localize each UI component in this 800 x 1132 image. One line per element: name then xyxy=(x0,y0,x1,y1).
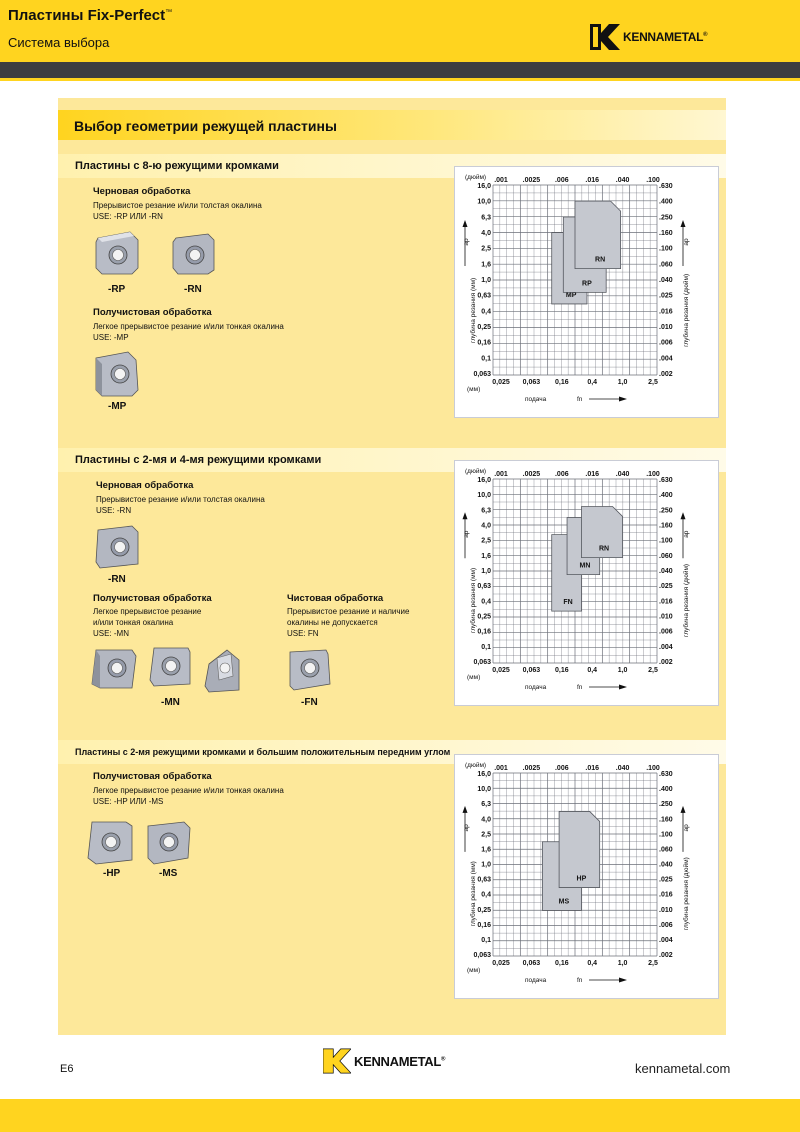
tick-label-top: .100 xyxy=(646,471,660,478)
tick-label-right: .016 xyxy=(659,598,673,606)
insert-label: -MS xyxy=(159,868,178,879)
tick-label-right: .006 xyxy=(659,921,673,929)
region-label: FN xyxy=(563,599,573,607)
unit-label-top: (дюйм) xyxy=(465,174,487,181)
tick-label-top: .040 xyxy=(615,765,630,772)
tick-label-top: .001 xyxy=(494,177,508,184)
group-desc-line: Прерывистое резание и наличие xyxy=(287,607,410,616)
tick-label-right: .004 xyxy=(659,936,673,944)
insert-ms-image xyxy=(144,818,194,868)
group-heading: Получистовая обработка xyxy=(93,593,212,604)
arrow-up-icon xyxy=(463,806,468,813)
group-desc-line: Легкое прерывистое резание и/или тонкая окалина xyxy=(93,322,284,331)
group-use-line: USE: -RP ИЛИ -RN xyxy=(93,212,163,221)
tick-label-left: 16,0 xyxy=(477,477,491,484)
tick-label-top: .006 xyxy=(554,177,569,184)
tick-label-right: .004 xyxy=(659,643,673,651)
tick-label-left: 1,0 xyxy=(481,568,491,575)
ap-label-left: ap xyxy=(463,824,470,832)
section-2-edges-positive xyxy=(58,740,726,1030)
tick-label-right: .400 xyxy=(659,198,673,206)
insert-label: -RP xyxy=(108,284,126,295)
tick-label-right: .025 xyxy=(659,876,673,884)
feed-depth-chart-3 xyxy=(455,755,720,1000)
tick-label-right: .160 xyxy=(659,816,673,824)
tick-label-left: 2,5 xyxy=(481,245,491,253)
chart-box-3 xyxy=(454,754,719,999)
y-axis-label-left: глубина резания (мм) xyxy=(470,277,477,344)
feed-depth-chart-1 xyxy=(455,167,720,419)
chart-box-2 xyxy=(454,460,719,706)
group-heading: Получистовая обработка xyxy=(93,771,212,782)
tick-label-top: .016 xyxy=(585,765,600,772)
tick-label-left: 0,063 xyxy=(473,659,491,666)
tick-label-right: .040 xyxy=(659,861,673,869)
region-label: MP xyxy=(565,291,577,299)
group-desc-line: Прерывистое резание и/или толстая окалина xyxy=(96,495,265,504)
arrow-right-icon xyxy=(619,397,627,402)
group-desc-line: и/или тонкая окалина xyxy=(93,618,174,627)
insert-mn-image xyxy=(90,644,140,694)
tick-label-left: 4,0 xyxy=(481,230,491,237)
tick-label-top: .100 xyxy=(646,765,660,772)
y-axis-label-left: глубина резания (мм) xyxy=(470,861,477,927)
tick-label-right: .040 xyxy=(659,277,673,284)
tick-label-right: .250 xyxy=(659,214,673,222)
group-desc-line: Легкое прерывистое резание xyxy=(93,607,202,616)
tick-label-left: 0,16 xyxy=(477,628,491,636)
tick-label-top: .0025 xyxy=(522,471,541,478)
tick-label-right: .060 xyxy=(659,846,673,854)
insert-rp-image xyxy=(92,228,142,278)
tick-label-bottom: 0,063 xyxy=(522,379,541,386)
ap-label-right: ap xyxy=(683,530,690,538)
website-link[interactable]: kennametal.com xyxy=(635,1061,731,1076)
insert-label: -RN xyxy=(184,284,202,295)
arrow-right-icon xyxy=(619,978,627,983)
tick-label-left: 0,4 xyxy=(481,891,491,899)
tick-label-bottom: 0,4 xyxy=(587,960,598,967)
tick-label-left: 10,0 xyxy=(477,198,491,206)
tick-label-left: 0,16 xyxy=(477,921,491,929)
arrow-up-icon xyxy=(463,220,468,227)
tick-label-left: 0,1 xyxy=(481,355,491,363)
tick-label-bottom: 0,16 xyxy=(554,667,569,674)
tick-label-right: .400 xyxy=(659,492,673,500)
tick-label-left: 1,0 xyxy=(481,277,491,284)
tick-label-right: .004 xyxy=(659,355,673,363)
arrow-right-icon xyxy=(619,685,627,690)
tick-label-right: .016 xyxy=(659,308,673,316)
arrow-up-icon xyxy=(681,512,686,519)
tick-label-right: .250 xyxy=(659,801,673,809)
section-title: Пластины с 8-ю режущими кромками xyxy=(75,160,279,172)
x-axis-label: подача xyxy=(525,396,547,403)
ap-label-right: ap xyxy=(683,238,690,246)
footer-bar xyxy=(0,1099,800,1132)
insert-label: -MP xyxy=(108,401,127,412)
tick-label-bottom: 1,0 xyxy=(617,379,628,386)
insert-label: -RN xyxy=(108,574,126,585)
arrow-up-icon xyxy=(681,220,686,227)
page-subtitle: Система выбора xyxy=(8,35,110,50)
group-desc-line: Легкое прерывистое резание и/или тонкая окалина xyxy=(93,786,284,795)
fn-label: fn xyxy=(577,396,583,403)
chart-box-1 xyxy=(454,166,719,418)
insert-mn-top-image xyxy=(148,644,194,690)
region-label: RP xyxy=(582,280,592,288)
tick-label-bottom: 0,063 xyxy=(522,667,541,674)
tick-label-bottom: 0,16 xyxy=(554,379,569,386)
group-desc-line: окалины не допускается xyxy=(287,618,378,627)
arrow-up-icon xyxy=(463,512,468,519)
arrow-up-icon xyxy=(681,806,686,813)
group-use-line: USE: -MP xyxy=(93,333,129,342)
tick-label-right: .160 xyxy=(659,522,673,530)
panel-title: Выбор геометрии режущей пластины xyxy=(74,118,337,134)
tick-label-bottom: 2,5 xyxy=(648,379,658,386)
section-2-4-edges xyxy=(58,448,726,738)
tick-label-bottom: 0,4 xyxy=(587,379,598,386)
region-label: HP xyxy=(576,875,587,883)
tick-label-right: .016 xyxy=(659,891,673,899)
tick-label-right: .630 xyxy=(659,183,673,190)
tick-label-right: .060 xyxy=(659,261,673,269)
insert-label: -HP xyxy=(103,868,121,879)
selection-panel xyxy=(58,98,726,1035)
unit-label-bottom: (мм) xyxy=(467,386,481,393)
k-logo-icon xyxy=(323,1048,351,1074)
tick-label-top: .040 xyxy=(615,177,630,184)
region-label: MN xyxy=(579,562,591,570)
x-axis-label: подача xyxy=(525,977,547,984)
group-use-line: USE: FN xyxy=(287,629,319,638)
tick-label-left: 2,5 xyxy=(481,537,491,545)
tick-label-left: 1,6 xyxy=(481,261,491,269)
page-number: E6 xyxy=(60,1063,74,1075)
tick-label-left: 16,0 xyxy=(477,183,491,190)
tick-label-top: .0025 xyxy=(522,765,541,772)
group-use-line: USE: -HP ИЛИ -MS xyxy=(93,797,164,806)
group-heading: Чистовая обработка xyxy=(287,593,384,604)
tick-label-left: 0,1 xyxy=(481,643,491,651)
tick-label-left: 0,4 xyxy=(481,598,491,606)
k-logo-icon xyxy=(590,24,620,50)
tick-label-top: .100 xyxy=(646,177,660,184)
tick-label-left: 0,63 xyxy=(477,876,491,884)
section-title: Пластины с 2-мя и 4-мя режущими кромками xyxy=(75,454,322,466)
tick-label-left: 0,63 xyxy=(477,292,491,300)
tick-label-top: .001 xyxy=(494,765,508,772)
tick-label-bottom: 1,0 xyxy=(617,960,628,967)
group-heading: Черновая обработка xyxy=(96,480,194,491)
page-title: Пластины Fix-Perfect™ xyxy=(8,7,173,24)
fn-label: fn xyxy=(577,977,583,984)
insert-rn-image xyxy=(170,230,218,278)
tick-label-bottom: 0,025 xyxy=(492,667,510,674)
tick-label-right: .100 xyxy=(659,537,673,545)
unit-label-bottom: (мм) xyxy=(467,967,481,974)
tick-label-left: 10,0 xyxy=(477,492,491,500)
tick-label-left: 1,0 xyxy=(481,861,491,869)
tick-label-bottom: 2,5 xyxy=(648,667,658,674)
kennametal-logo: KENNAMETAL® xyxy=(590,24,707,50)
ap-label-left: ap xyxy=(463,530,470,538)
tick-label-left: 0,63 xyxy=(477,583,491,591)
insert-label: -MN xyxy=(161,697,180,708)
tick-label-left: 1,6 xyxy=(481,846,491,854)
group-use-line: USE: -MN xyxy=(93,629,129,638)
tick-label-right: .100 xyxy=(659,831,673,839)
tick-label-right: .630 xyxy=(659,477,673,484)
tick-label-right: .400 xyxy=(659,786,673,794)
section-title: Пластины с 2-мя режущими кромками и большим положительным передним углом xyxy=(75,747,451,757)
y-axis-label-right: глубина резания (дюйм) xyxy=(683,563,690,637)
tick-label-left: 4,0 xyxy=(481,816,491,824)
tick-label-top: .006 xyxy=(554,471,569,478)
ap-label-left: ap xyxy=(463,238,470,246)
tick-label-top: .040 xyxy=(615,471,630,478)
tick-label-left: 0,1 xyxy=(481,936,491,944)
header-accent-line xyxy=(0,78,800,81)
y-axis-label-left: глубина резания (мм) xyxy=(470,567,477,634)
group-desc-line: Прерывистое резание и/или толстая окалина xyxy=(93,201,262,210)
insert-mn-side-image xyxy=(203,646,243,694)
tick-label-right: .250 xyxy=(659,507,673,515)
tick-label-right: .025 xyxy=(659,292,673,300)
tick-label-top: .016 xyxy=(585,177,600,184)
unit-label-top: (дюйм) xyxy=(465,468,487,475)
tick-label-left: 0,16 xyxy=(477,339,491,347)
group-heading: Черновая обработка xyxy=(93,186,191,197)
tick-label-left: 6,3 xyxy=(481,801,491,809)
page-header xyxy=(0,0,800,62)
ap-label-right: ap xyxy=(683,824,690,832)
tick-label-bottom: 0,063 xyxy=(522,960,541,967)
tick-label-right: .010 xyxy=(659,906,673,914)
tick-label-bottom: 0,16 xyxy=(554,960,569,967)
tick-label-left: 4,0 xyxy=(481,522,491,530)
tick-label-top: .006 xyxy=(554,765,569,772)
tick-label-right: .060 xyxy=(659,552,673,560)
tick-label-left: 6,3 xyxy=(481,507,491,515)
region-label: RN xyxy=(595,256,606,264)
group-heading: Получистовая обработка xyxy=(93,307,212,318)
group-use-line: USE: -RN xyxy=(96,506,132,515)
kennametal-footer-logo: KENNAMETAL® xyxy=(323,1048,445,1074)
tick-label-right: .160 xyxy=(659,230,673,237)
tick-label-left: 6,3 xyxy=(481,214,491,222)
y-axis-label-right: глубина резания (дюйм) xyxy=(683,857,690,931)
tick-label-bottom: 0,025 xyxy=(492,960,510,967)
section-8-edges xyxy=(58,154,726,440)
tick-label-left: 0,063 xyxy=(473,952,491,959)
insert-rn-image xyxy=(94,522,144,572)
feed-depth-chart-2 xyxy=(455,461,720,707)
tick-label-right: .010 xyxy=(659,324,673,331)
tick-label-left: 10,0 xyxy=(477,786,491,794)
tick-label-left: 16,0 xyxy=(477,771,491,778)
fn-label: fn xyxy=(577,684,583,691)
tick-label-bottom: 0,4 xyxy=(587,667,598,674)
tick-label-right: .630 xyxy=(659,771,673,778)
tick-label-left: 0,25 xyxy=(477,906,491,914)
tick-label-right: .002 xyxy=(659,952,673,959)
tick-label-left: 0,063 xyxy=(473,371,491,378)
tick-label-right: .025 xyxy=(659,583,673,591)
header-divider xyxy=(0,62,800,78)
x-axis-label: подача xyxy=(525,684,547,691)
tick-label-top: .0025 xyxy=(522,177,541,184)
tick-label-right: .100 xyxy=(659,245,673,253)
tick-label-left: 2,5 xyxy=(481,831,491,839)
tick-label-bottom: 0,025 xyxy=(492,379,510,386)
tick-label-right: .006 xyxy=(659,339,673,347)
insert-hp-image xyxy=(86,818,136,868)
tick-label-right: .002 xyxy=(659,371,673,378)
insert-fn-image xyxy=(286,646,332,692)
insert-label: -FN xyxy=(301,697,318,708)
tick-label-right: .010 xyxy=(659,613,673,621)
tick-label-left: 0,25 xyxy=(477,613,491,621)
region-label: MS xyxy=(558,898,570,906)
tick-label-right: .040 xyxy=(659,568,673,575)
tick-label-bottom: 2,5 xyxy=(648,960,658,967)
tick-label-right: .002 xyxy=(659,659,673,666)
tick-label-bottom: 1,0 xyxy=(617,667,628,674)
unit-label-bottom: (мм) xyxy=(467,674,481,681)
tick-label-left: 1,6 xyxy=(481,552,491,560)
tick-label-top: .016 xyxy=(585,471,600,478)
region-label: RN xyxy=(599,545,610,553)
y-axis-label-right: глубина резания (дюйм) xyxy=(683,273,690,347)
insert-mp-image xyxy=(92,350,144,400)
unit-label-top: (дюйм) xyxy=(465,762,487,769)
tick-label-left: 0,25 xyxy=(477,324,491,331)
tick-label-left: 0,4 xyxy=(481,308,491,316)
tick-label-top: .001 xyxy=(494,471,508,478)
tick-label-right: .006 xyxy=(659,628,673,636)
